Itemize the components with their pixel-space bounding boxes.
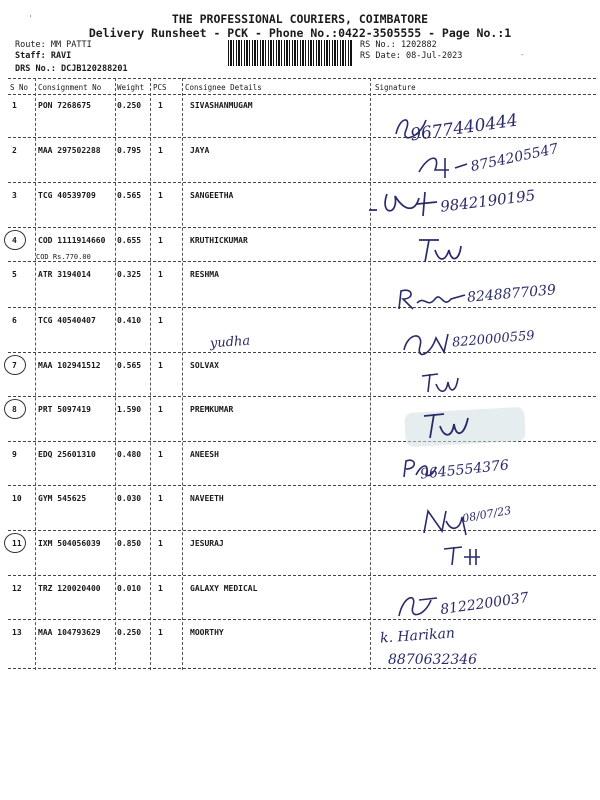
row-separator [8, 227, 596, 228]
row-consignee: GALAXY MEDICAL [190, 584, 258, 593]
row-weight: 0.010 [117, 584, 142, 593]
row-number-circle [4, 230, 26, 250]
row-weight: 0.480 [117, 450, 142, 459]
row-separator [8, 352, 596, 353]
rs-date: RS Date: 08-Jul-2023 [360, 51, 463, 61]
row-weight: 0.565 [117, 191, 142, 200]
signature-mark-row3 [365, 186, 440, 220]
handwritten-phone-row1: 9677440444 [409, 110, 520, 146]
row-number-circle [4, 399, 26, 419]
handwritten-phone-row6: 8220000559 [451, 328, 536, 351]
row-separator [8, 307, 596, 308]
row-pcs: 1 [158, 191, 163, 200]
runsheet-subtitle: Delivery Runsheet - PCK - Phone No.:0422-3505555 - Page No.:1 [88, 26, 512, 40]
row-weight: 0.850 [117, 539, 142, 548]
row-consignment-no: MAA 104793629 [38, 628, 101, 637]
header-rule [8, 94, 596, 95]
row-consignee: RESHMA [190, 270, 219, 279]
col-header-consignment: Consignment No [38, 83, 102, 92]
row-pcs: 1 [158, 101, 163, 110]
row-consignee: SOLVAX [190, 361, 219, 370]
column-divider [35, 78, 36, 670]
column-divider [115, 78, 116, 670]
row-pcs: 1 [158, 628, 163, 637]
row-sno: 3 [12, 191, 17, 200]
row-sno: 9 [12, 450, 17, 459]
row-weight: 0.410 [117, 316, 142, 325]
row-pcs: 1 [158, 539, 163, 548]
row-pcs: 1 [158, 236, 163, 245]
row-consignment-no: TCG 40540407 [38, 316, 96, 325]
row-pcs: 1 [158, 146, 163, 155]
signature-mark-row8 [420, 408, 472, 442]
row-consignee: SIVASHANMUGAM [190, 101, 253, 110]
row-sno: 8 [12, 405, 17, 414]
row-sno: 5 [12, 270, 17, 279]
row-sno: 2 [12, 146, 17, 155]
row-consignee: MOORTHY [190, 628, 224, 637]
signature-mark-row5 [395, 285, 470, 313]
signature-mark-row4 [415, 236, 465, 266]
col-header-consignee: Consignee Details [185, 83, 262, 92]
staff-label: Staff: RAVI [15, 51, 72, 61]
handwritten-phone-row12: 8122200037 [439, 589, 530, 619]
row-pcs: 1 [158, 494, 163, 503]
row-pcs: 1 [158, 450, 163, 459]
table-top-rule [8, 78, 596, 79]
row-number-circle [4, 533, 26, 553]
row-consignee: NAVEETH [190, 494, 224, 503]
row-consignee: JESURAJ [190, 539, 224, 548]
row-consignee: PREMKUMAR [190, 405, 234, 414]
row-consignment-no: EDQ 25601310 [38, 450, 96, 459]
row-number-circle [4, 355, 26, 375]
handwritten-phone-row3: 9842190195 [439, 186, 537, 216]
row-sno: 4 [12, 236, 17, 245]
row-weight: 1.590 [117, 405, 142, 414]
row-separator [8, 396, 596, 397]
column-divider [370, 78, 371, 670]
col-header-pcs: PCS [153, 83, 167, 92]
handwritten-phone-row2: 8754205547 [469, 140, 560, 176]
row-sno: 11 [12, 539, 22, 548]
row-weight: 0.655 [117, 236, 142, 245]
row-separator [8, 182, 596, 183]
signature-mark-row12 [395, 590, 440, 620]
signature-mark-row6 [400, 328, 450, 358]
handwritten-date-row10: 08/07/23 [461, 503, 513, 526]
row-separator [8, 485, 596, 486]
row-consignment-no: IXM 504056039 [38, 539, 101, 548]
row-weight: 0.030 [117, 494, 142, 503]
row-consignment-no: PRT 5097419 [38, 405, 91, 414]
column-divider [182, 78, 183, 670]
route-label: Route: MM PATTI [15, 40, 92, 50]
row-sno: 1 [12, 101, 17, 110]
row-separator [8, 530, 596, 531]
row-separator [8, 137, 596, 138]
handwritten-phone-row13: 8870632346 [388, 652, 478, 668]
col-header-weight: Weight [117, 83, 145, 92]
row-consignee: JAYA [190, 146, 210, 155]
row-weight: 0.250 [117, 101, 142, 110]
row-consignment-no: ATR 3194014 [38, 270, 91, 279]
row-sno: 6 [12, 316, 17, 325]
row-separator [8, 668, 596, 669]
col-header-sno: S No [10, 83, 29, 92]
handwritten-phone-row5: 8248877039 [466, 282, 557, 306]
rs-number: RS No.: 1202882 [360, 40, 437, 50]
row-separator [8, 261, 596, 262]
col-header-signature: Signature [375, 83, 416, 92]
handwritten-name-row6: yudha [209, 333, 251, 352]
row-weight: 0.250 [117, 628, 142, 637]
row-separator [8, 619, 596, 620]
handwritten-name-row13: k. Harikan [379, 625, 456, 647]
row-consignment-no: GYM 545625 [38, 494, 87, 503]
row-consignment-no: TCG 40539709 [38, 191, 96, 200]
row-pcs: 1 [158, 316, 163, 325]
handwritten-phone-row9: 9645554376 [419, 457, 510, 483]
row-consignee: ANEESH [190, 450, 219, 459]
row-weight: 0.565 [117, 361, 142, 370]
barcode-image [228, 40, 353, 66]
row-sno: 13 [12, 628, 22, 637]
row-sno: 10 [12, 494, 22, 503]
row-consignment-no: MAA 297502288 [38, 146, 101, 155]
row-consignment-no: MAA 102941512 [38, 361, 101, 370]
signature-mark-row2 [415, 152, 470, 182]
row-pcs: 1 [158, 584, 163, 593]
row-cod-note: COD Rs.770.00 [36, 253, 91, 261]
signature-mark-row7 [418, 370, 462, 396]
row-sno: 7 [12, 361, 17, 370]
row-weight: 0.795 [117, 146, 142, 155]
row-consignment-no: COD 1111914660 [38, 236, 106, 245]
row-pcs: 1 [158, 270, 163, 279]
row-separator [8, 575, 596, 576]
row-sno: 12 [12, 584, 22, 593]
row-consignment-no: TRZ 120020400 [38, 584, 101, 593]
column-divider [150, 78, 151, 670]
row-consignee: KRUTHICKUMAR [190, 236, 248, 245]
row-weight: 0.325 [117, 270, 142, 279]
row-consignment-no: PON 7268675 [38, 101, 91, 110]
row-pcs: 1 [158, 361, 163, 370]
row-consignee: SANGEETHA [190, 191, 234, 200]
row-pcs: 1 [158, 405, 163, 414]
drs-number: DRS No.: DCJB120288201 [15, 64, 128, 74]
signature-mark-row11 [440, 543, 485, 569]
company-title: THE PROFESSIONAL COURIERS, COIMBATORE [171, 12, 429, 26]
